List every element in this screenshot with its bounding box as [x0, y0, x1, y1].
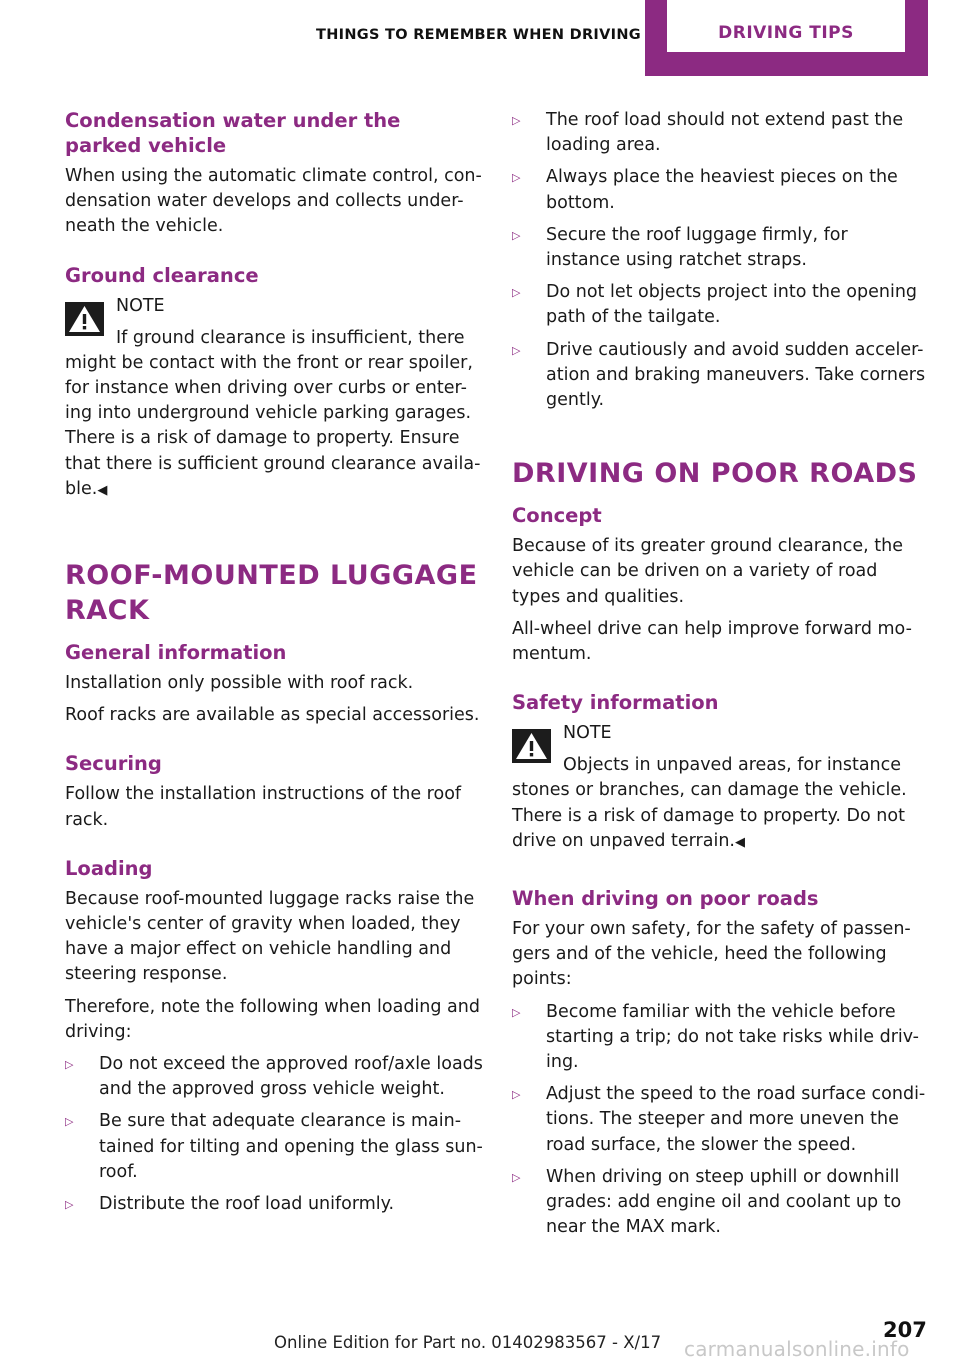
list-item: ▷ Distribute the roof load uniformly.: [65, 1192, 483, 1217]
end-mark: ◀: [97, 482, 108, 498]
loading-paragraph-1: Because roof-mounted luggage racks raise the vehicle's center of gravity when loaded, they have a major effect on vehicle handling and steering response.: [65, 888, 475, 985]
list-item: ▷ Do not let objects project into the opening path of the tailgate.: [512, 282, 918, 328]
note-label: NOTE: [116, 295, 165, 316]
roof-load-bullet-list: [512, 108, 927, 413]
condensation-heading: Condensation water under the parked vehicle: [65, 109, 401, 157]
footer-edition: Online Edition for Part no. 01402983567 - X/17: [274, 1333, 662, 1352]
chapter-tab-label: DRIVING TIPS: [718, 23, 854, 43]
bullet-icon: ▷: [65, 1058, 74, 1072]
safety-information-heading: Safety information: [512, 691, 719, 715]
right-column: [512, 108, 927, 1248]
general-information-heading: General information: [65, 641, 287, 665]
bullet-icon: ▷: [512, 286, 521, 300]
safety-note-text: Objects in unpaved areas, for instance stones or branches, can damage the vehicle. There is a risk of damage to property. Do not drive on unpaved terrain.: [512, 755, 907, 851]
list-item: ▷ Secure the roof luggage firmly, for instance using ratchet straps.: [512, 224, 848, 271]
poor-roads-bullet-list: [512, 1000, 927, 1241]
roof-rack-chapter-heading: ROOF-MOUNTED LUGGAGE RACK: [65, 560, 478, 627]
concept-paragraph-1: Because of its greater ground clearance, the vehicle can be driven on a variety of road types and qualities.: [512, 536, 903, 607]
note-label: NOTE: [563, 723, 612, 744]
bullet-icon: ▷: [512, 114, 521, 127]
ground-clearance-note-text: If ground clearance is insufficient, there might be contact with the front or rear spoiler, for instance when driving over curbs or enter-ing into underground vehicle parking garages. There is a risk of damage to property. Ensure that there is sufficient ground clearance availa-ble.: [65, 327, 481, 499]
list-item: ▷ The roof load should not extend past the loading area.: [512, 110, 904, 156]
loading-heading: Loading: [65, 856, 153, 880]
concept-heading: Concept: [512, 504, 602, 528]
condensation-paragraph: When using the automatic climate control, con-densation water develops and collects under-neath the vehicle.: [65, 166, 482, 237]
loading-paragraph-2: Therefore, note the following when loading and driving:: [65, 996, 480, 1042]
end-mark: ◀: [734, 834, 745, 850]
chapter-tab: [645, 0, 928, 76]
warning-triangle-icon: [512, 729, 551, 763]
list-item: ▷ Be sure that adequate clearance is main-tained for tilting and opening the glass sun-roof.: [65, 1111, 483, 1182]
running-header-section: THINGS TO REMEMBER WHEN DRIVING: [316, 27, 641, 43]
general-information-paragraph-1: Installation only possible with roof rack.: [65, 673, 414, 694]
bullet-icon: ▷: [512, 171, 521, 185]
loading-bullet-list: [65, 1052, 483, 1217]
bullet-icon: ▷: [512, 1088, 521, 1102]
safety-note: [512, 721, 927, 855]
ground-clearance-note: [65, 294, 483, 503]
bullet-icon: ▷: [65, 1198, 74, 1212]
bullet-icon: ▷: [512, 343, 521, 357]
list-item: ▷ Adjust the speed to the road surface condi-tions. The steeper and more uneven the road surface, the slower the speed.: [512, 1084, 926, 1155]
securing-heading: Securing: [65, 752, 162, 776]
list-item: ▷ Become familiar with the vehicle before starting a trip; do not take risks while driv-ing.: [512, 1001, 919, 1073]
list-item: ▷ Drive cautiously and avoid sudden acceler-ation and braking maneuvers. Take corners gently.: [512, 339, 926, 411]
list-item: ▷ Do not exceed the approved roof/axle loads and the approved gross vehicle weight.: [65, 1054, 483, 1100]
bullet-icon: ▷: [512, 1005, 521, 1019]
watermark: carmanualsonline.info: [684, 1337, 910, 1361]
warning-triangle-icon: [65, 302, 104, 336]
bullet-icon: ▷: [512, 1170, 521, 1184]
general-information-paragraph-2: Roof racks are available as special accessories.: [65, 705, 480, 726]
bullet-icon: ▷: [65, 1115, 74, 1129]
page-number: 207: [883, 1318, 927, 1342]
bullet-icon: ▷: [512, 228, 521, 242]
securing-paragraph: Follow the installation instructions of the roof rack.: [65, 784, 462, 830]
concept-paragraph-2: All-wheel drive can help improve forward mo-mentum.: [512, 618, 912, 665]
ground-clearance-heading: Ground clearance: [65, 263, 259, 287]
list-item: ▷ Always place the heaviest pieces on the bottom.: [512, 167, 898, 213]
poor-roads-chapter-heading: DRIVING ON POOR ROADS: [512, 458, 918, 490]
poor-roads-driving-paragraph: For your own safety, for the safety of passen-gers and of the vehicle, heed the following points:: [512, 919, 911, 990]
list-item: ▷ When driving on steep uphill or downhill grades: add engine oil and coolant up to near the MAX mark.: [512, 1166, 902, 1238]
poor-roads-driving-heading: When driving on poor roads: [512, 887, 819, 911]
left-column: [65, 108, 483, 1224]
